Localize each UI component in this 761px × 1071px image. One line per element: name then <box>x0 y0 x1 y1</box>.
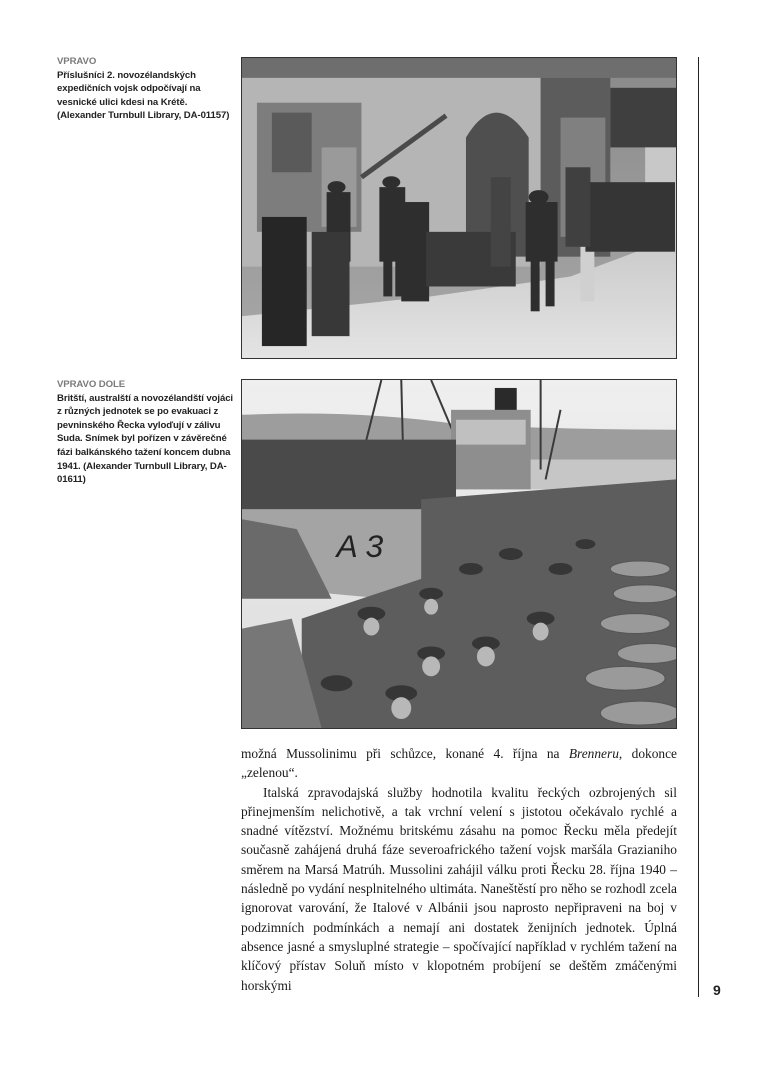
photo-suda-bay-disembarkation <box>241 379 677 729</box>
caption-position-label: VPRAVO DOLE <box>57 379 126 390</box>
paragraph-continuation: možná Mussolinimu při schůzce, konané 4. října na Brenneru, dokonce „zelenou“. <box>241 746 677 781</box>
photo-image <box>242 58 676 358</box>
paragraph: Italská zpravodajská služby hodnotila kvalitu řeckých ozbrojených sil přinejmenším nelichotivě, a tak vrchní velení s jistotou očekávalo rychlé a snadné vítězství. Možnému britskému zásahu na pomoc Řecku měla předejít současně zahájená druhá fáze severoafrického tažení vojsk maršála Grazianiho směrem na Marsá Matrúh. Mussolini zahájil válku proti Řecku 28. října 1940 – následně po vydání nesplnitelného ultimáta. Naneštěstí pro něho se rozhodl zcela ignorovat varování, že Italové v Albánii jsou naprosto nepřipraveni na boj v podzimních podmínkách a nemají ani dostatek ženijních jednotek. Úplná absence jasné a smysluplné strategie – spočívající například v rychlém tažení na klíčový přístav Soluň místo v klopotném probíjení se deštěm zmáčenými horskými <box>241 784 677 993</box>
caption-text: Příslušníci 2. novozélandských expedičních vojsk odpočívají na vesnické ulici kdesi na Krétě. (Alexander Turnbull Library, DA-01157) <box>57 69 230 122</box>
caption-position-label: VPRAVO <box>57 56 97 67</box>
svg-text:A 3: A 3 <box>336 527 384 564</box>
photo-caption-bottom-right <box>57 378 235 487</box>
margin-rule <box>698 57 699 997</box>
photo-caption-right <box>57 55 235 123</box>
page-number: 9 <box>713 982 721 998</box>
photo-image <box>242 380 676 728</box>
emphasis-brenner: Brenneru <box>568 746 619 761</box>
photo-crete-village-street <box>241 57 677 359</box>
body-text <box>241 744 677 995</box>
caption-text: Britští, australští a novozélandští vojáci z různých jednotek se po evakuaci z pevninského Řecka vyloďují v zálivu Suda. Snímek byl pořízen v závěrečné fázi balkánského tažení koncem dubna 1941. (Alexander Turnbull Library, DA-01611) <box>57 392 234 486</box>
